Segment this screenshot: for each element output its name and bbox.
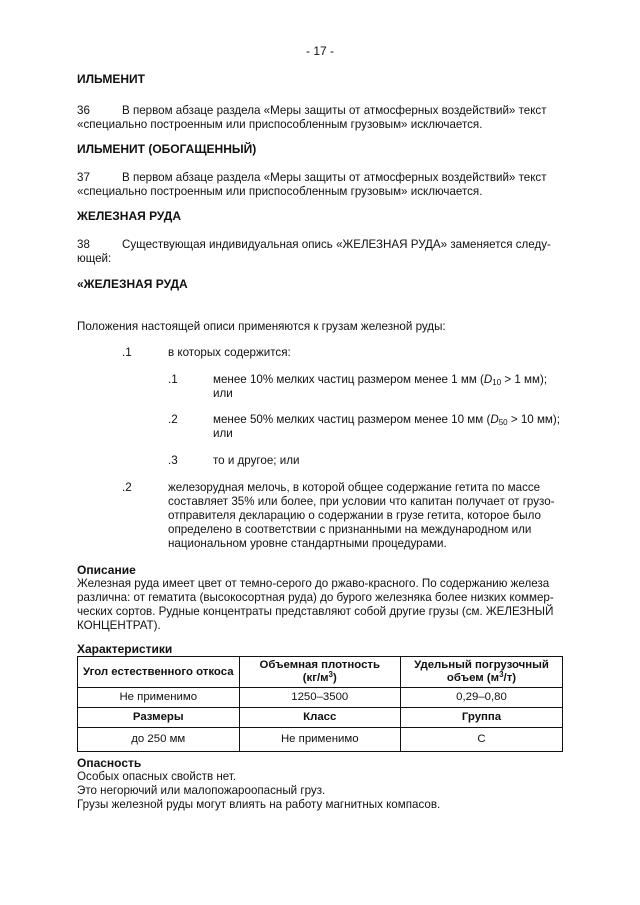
table-header-cell: Класс <box>239 708 401 728</box>
hazard-line: Это негорючий или малопожароопасный груз. <box>77 784 326 797</box>
sublist-item-number: .2 <box>168 413 178 426</box>
table-header-cell: Угол естественного откоса <box>78 657 240 688</box>
paragraph-line: В первом абзаце раздела «Меры защиты от атмосферных воздействий» текст <box>122 171 547 184</box>
table-cell: Не применимо <box>239 728 401 752</box>
list-item-number: .1 <box>122 346 132 359</box>
entry-heading: «ЖЕЛЕЗНАЯ РУДА <box>77 277 188 291</box>
paragraph-line: ющей: <box>77 252 112 265</box>
description-line: ческих сортов. Рудные концентраты представляют собой другие грузы (см. ЖЕЛЕЗНЫЙ <box>77 605 554 618</box>
table-row <box>78 708 563 728</box>
table-row <box>78 728 563 752</box>
hazard-line: Особых опасных свойств нет. <box>77 770 237 783</box>
table-cell: до 250 мм <box>78 728 240 752</box>
table-cell: Не применимо <box>78 688 240 708</box>
sublist-item-text: менее 10% мелких частиц размером менее 1 мм ($D_{10} > 1$ мм); <box>213 373 548 387</box>
paragraph-number: 37 <box>77 171 90 184</box>
section-heading-ilmenite: ИЛЬМЕНИТ <box>77 72 145 86</box>
hazard-heading: Опасность <box>77 756 142 770</box>
list-item-text: отправителя декларацию о содержании в грузе гетита, которое было <box>168 509 541 522</box>
table-cell: 0,29–0,80 <box>401 688 563 708</box>
description-heading: Описание <box>77 563 136 577</box>
list-item-text: железорудная мелочь, в которой общее содержание гетита по массе <box>168 481 541 494</box>
section-heading-ilmenite-concentrated: ИЛЬМЕНИТ (ОБОГАЩЕННЫЙ) <box>77 142 257 156</box>
description-line: различна: от гематита (высокосортная руда) до бурого железняка более низких коммер- <box>77 591 554 604</box>
list-item-text: определено в соответствии с признанными на международном или <box>168 523 532 536</box>
sublist-item-continuation: или <box>213 387 233 400</box>
section-heading-iron-ore: ЖЕЛЕЗНАЯ РУДА <box>77 209 181 223</box>
hazard-line: Грузы железной руды могут влиять на работу магнитных компасов. <box>77 798 441 811</box>
paragraph-number: 36 <box>77 104 90 117</box>
sublist-item-number: .1 <box>168 373 178 386</box>
table-header-cell: Размеры <box>78 708 240 728</box>
description-line: КОНЦЕНТРАТ). <box>77 619 161 632</box>
table-header-cell: Объемная плотность $(кг/м^3)$ <box>239 657 401 688</box>
table-row <box>78 657 563 688</box>
paragraph-line: «специально построенным или приспособленным грузовым» исключается. <box>77 185 483 198</box>
table-cell: 1250–3500 <box>239 688 401 708</box>
intro-text: Положения настоящей описи применяются к грузам железной руды: <box>77 320 446 333</box>
paragraph-line: Существующая индивидуальная опись «ЖЕЛЕЗНАЯ РУДА» заменяется следу- <box>122 238 551 251</box>
list-item-number: .2 <box>122 481 132 494</box>
sublist-item-continuation: или <box>213 427 233 440</box>
paragraph-line: В первом абзаце раздела «Меры защиты от атмосферных воздействий» текст <box>122 104 547 117</box>
characteristics-table <box>77 656 563 752</box>
page-number: - 17 - <box>305 44 334 58</box>
characteristics-heading: Характеристики <box>77 642 173 656</box>
table-header-cell: Группа <box>401 708 563 728</box>
sublist-item-text: менее 50% мелких частиц размером менее 10 мм ($D_{50} > 10$ мм); <box>213 413 560 427</box>
paragraph-line: «специально построенным или приспособленным грузовым» исключается. <box>77 118 483 131</box>
description-line: Железная руда имеет цвет от темно-серого до ржаво-красного. По содержанию железа <box>77 577 550 590</box>
sublist-item-number: .3 <box>168 454 178 467</box>
table-row <box>78 688 563 708</box>
paragraph-number: 38 <box>77 238 90 251</box>
list-item-text: в которых содержится: <box>168 346 291 359</box>
sublist-item-text: то и другое; или <box>213 454 300 467</box>
list-item-text: национальном уровне стандартными процедурами. <box>168 537 447 550</box>
table-cell: C <box>401 728 563 752</box>
table-header-cell: Удельный погрузочный объем $(м^3/т)$ <box>401 657 563 688</box>
list-item-text: составляет 35% или более, при условии что капитан получает от грузо- <box>168 495 555 508</box>
